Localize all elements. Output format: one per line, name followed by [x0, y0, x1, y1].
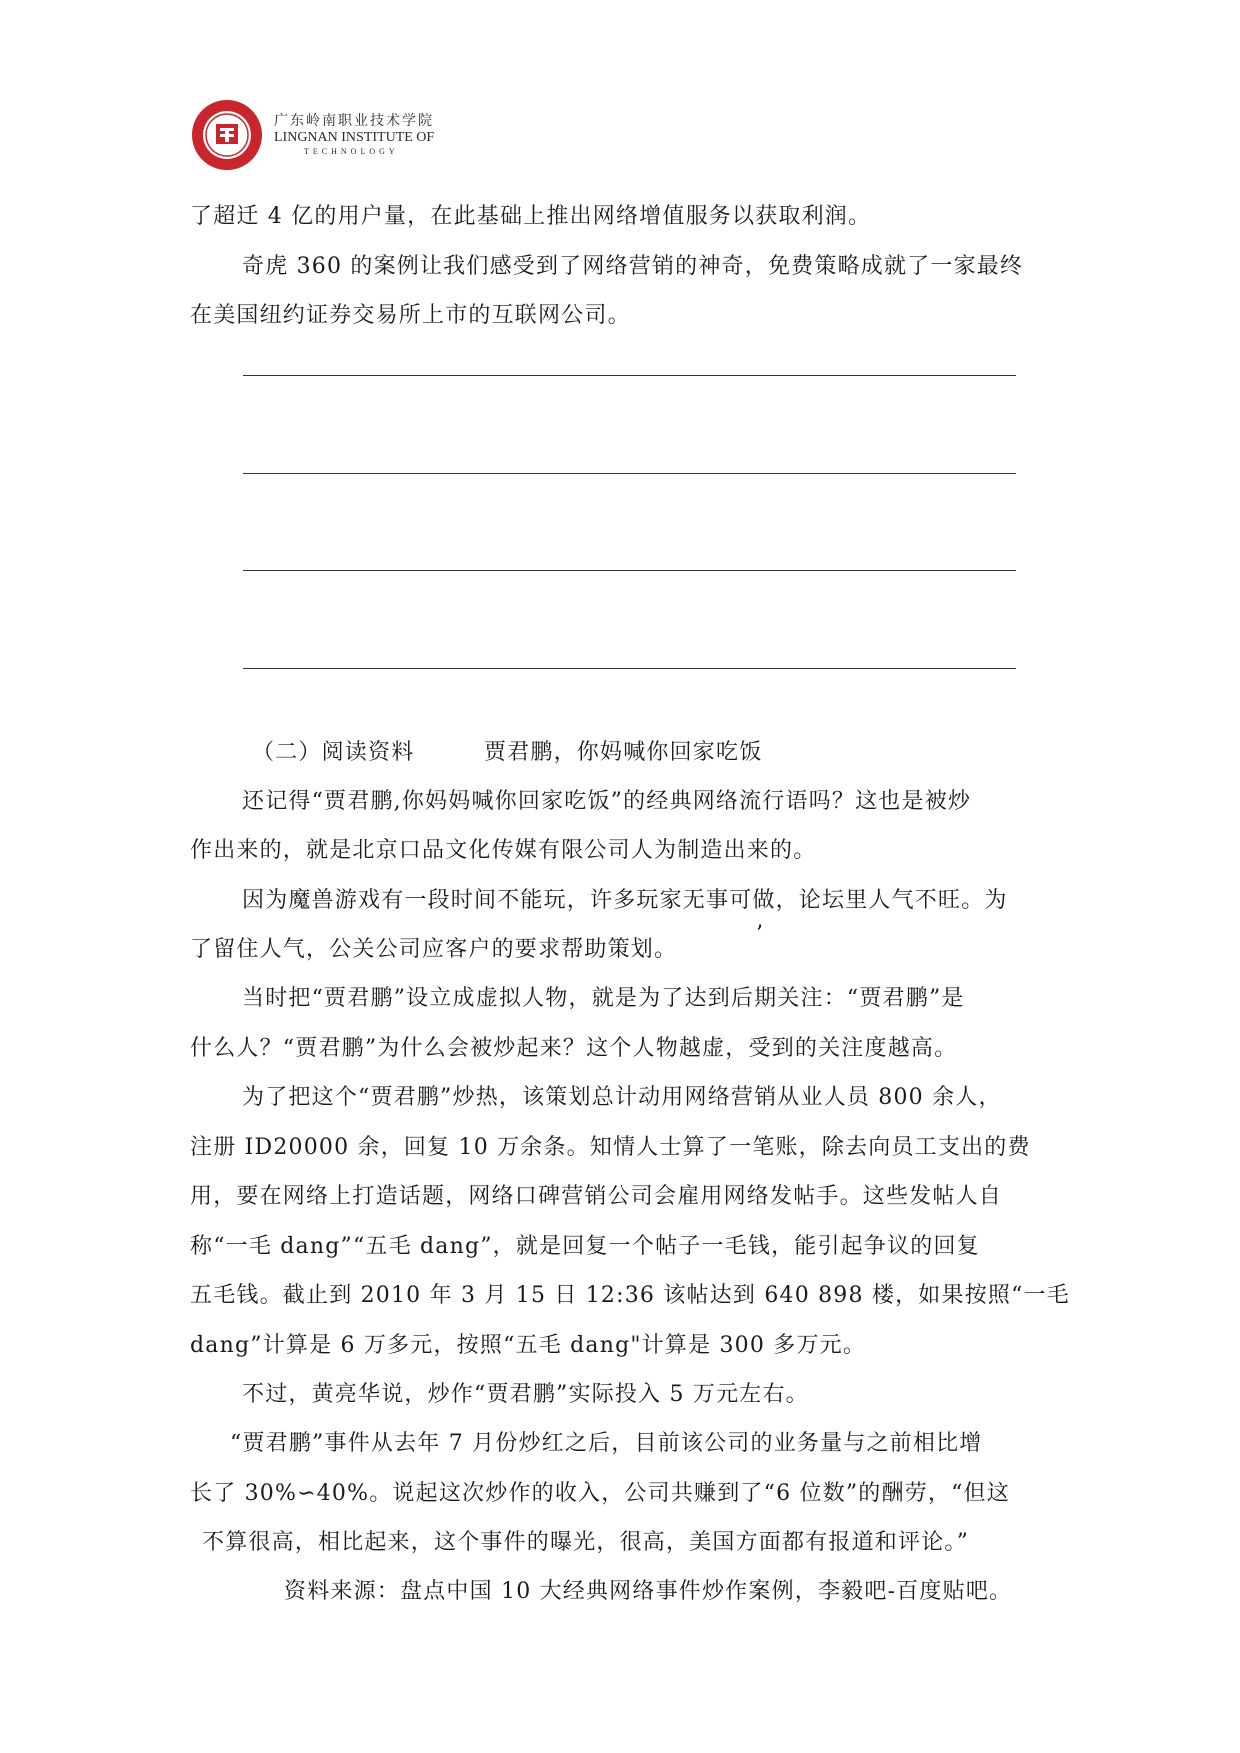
- paragraph-line: 称“一毛 dang”“五毛 dang”，就是回复一个帖子一毛钱，能引起争议的回复: [190, 1234, 980, 1259]
- blank-answer-line: [243, 375, 1016, 376]
- paragraph-line: 在美国纽约证券交易所上市的互联网公司。: [190, 303, 631, 328]
- paragraph-line: 五毛钱。截止到 2010 年 3 月 15 日 12:36 该帖达到 640 898 楼，如果按照“一毛: [190, 1283, 1070, 1308]
- blank-answer-line: [243, 668, 1016, 669]
- paragraph-line: 注册 ID20000 余，回复 10 万余条。知情人士算了一笔账，除去向员工支出的费: [190, 1135, 1031, 1160]
- paragraph-line: 作出来的，就是北京口品文化传媒有限公司人为制造出来的。: [190, 838, 817, 863]
- school-name-block: [274, 112, 434, 158]
- section-heading: （二）阅读资料 贾君鹏，你妈喊你回家吃饭: [252, 740, 763, 765]
- source-citation: 资料来源：盘点中国 10 大经典网络事件炒作案例，李毅吧-百度贴吧。: [284, 1579, 1013, 1604]
- paragraph-line: 用，要在网络上打造话题，网络口碑营销公司会雇用网络发帖手。这些发帖人自: [190, 1184, 1003, 1209]
- school-name-en: LINGNAN INSTITUTE OF: [274, 130, 435, 145]
- paragraph-line: 了超迁 4 亿的用户量，在此基础上推出网络增值服务以获取利润。: [190, 204, 872, 229]
- paragraph-line: 为了把这个“贾君鹏”炒热，该策划总计动用网络营销从业人员 800 余人，: [242, 1085, 1002, 1110]
- stray-apostrophe: ’: [756, 922, 763, 947]
- paragraph-line: 不算很高，相比起来，这个事件的曝光，很高，美国方面都有报道和评论。”: [202, 1530, 970, 1555]
- paragraph-line: dang”计算是 6 万多元，按照“五毛 dang"计算是 300 多万元。: [190, 1333, 867, 1358]
- paragraph-line: 还记得“贾君鹏,你妈妈喊你回家吃饭”的经典网络流行语吗？这也是被炒: [242, 789, 972, 814]
- paragraph-line: 当时把“贾君鹏”设立成虚拟人物，就是为了达到后期关注：“贾君鹏”是: [242, 986, 965, 1011]
- page-header: [190, 98, 434, 172]
- blank-answer-line: [243, 570, 1016, 571]
- school-seal-logo: [190, 98, 264, 172]
- blank-answer-line: [243, 473, 1016, 474]
- paragraph-line: 什么人？“贾君鹏”为什么会被炒起来？这个人物越虚，受到的关注度越高。: [190, 1036, 958, 1061]
- paragraph-line: 不过，黄亮华说，炒作“贾君鹏”实际投入 5 万元左右。: [242, 1382, 809, 1407]
- paragraph-line: 因为魔兽游戏有一段时间不能玩，许多玩家无事可做，论坛里人气不旺。为: [242, 888, 1008, 913]
- paragraph-line: “贾君鹏”事件从去年 7 月份炒红之后，目前该公司的业务量与之前相比增: [230, 1431, 983, 1456]
- school-name-en-line2: TECHNOLOGY: [304, 147, 399, 156]
- paragraph-line: 了留住人气，公关公司应客户的要求帮助策划。: [190, 937, 678, 962]
- paragraph-line: 奇虎 360 的案例让我们感受到了网络营销的神奇，免费策略成就了一家最终: [242, 254, 1024, 279]
- school-name-cn: 广东岭南职业技术学院: [274, 113, 434, 129]
- paragraph-line: 长了 30%∽40%。说起这次炒作的收入，公司共赚到了“6 位数”的酬劳，“但这: [190, 1481, 1010, 1506]
